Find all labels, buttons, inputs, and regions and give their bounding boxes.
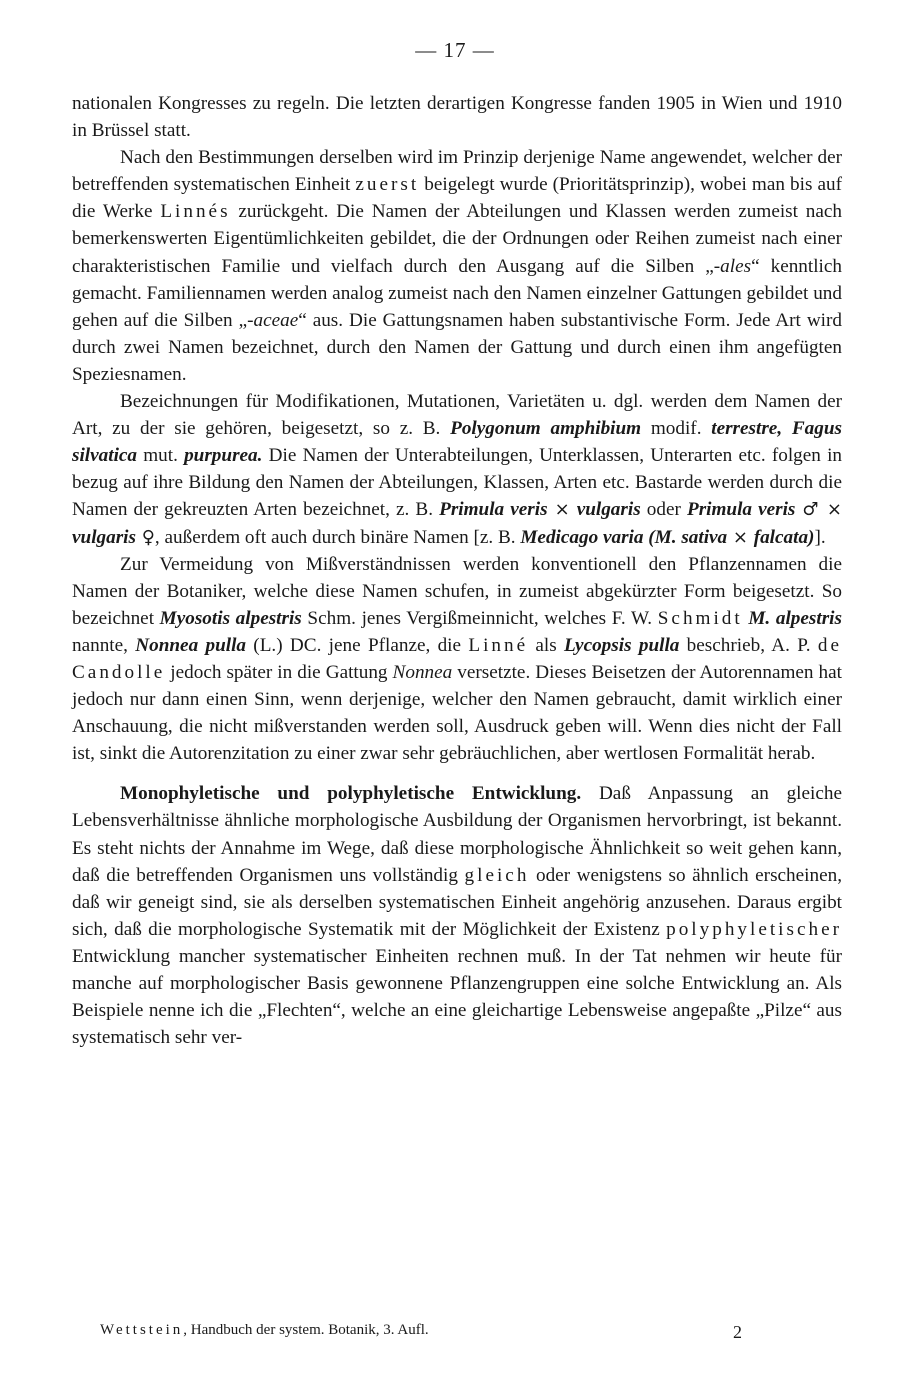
- paragraph-nomenclature-rules: [72, 144, 842, 388]
- text-run: oder: [640, 499, 687, 521]
- paragraph-text: nationalen Kongresses zu regeln. Die letzten derartigen Kongresse fanden 1905 in Wien und 1910 in Brüssel statt.: [72, 93, 842, 142]
- section-gap: [72, 767, 842, 780]
- species-name: Medicago varia (M. sativa: [520, 526, 728, 548]
- paragraph-phyletic-development: [72, 780, 842, 1051]
- section-heading: Monophyletische und polyphyletische Entwicklung.: [120, 783, 582, 805]
- author-name-spaced: Schmidt: [657, 607, 743, 629]
- text-run: mut.: [137, 445, 185, 467]
- text-run: (L.) DC. jene Pflanze, die: [246, 634, 469, 656]
- species-name: Nonnea pulla: [135, 634, 246, 656]
- author-name-spaced: Linné: [468, 634, 529, 656]
- text-run: jedoch später in die Gattung: [165, 661, 393, 683]
- text-run: “ kenntlich gemacht. Familiennamen werden analog zumeist nach den Namen einzelner Gattungen gebildet und gehen auf die Silben „: [72, 255, 842, 331]
- species-name: vulgaris: [72, 526, 136, 548]
- text-run: Schm. jenes Vergißmeinnicht, welches F. W.: [301, 607, 658, 629]
- text-run: nannte,: [72, 634, 136, 656]
- genus-name: Nonnea: [392, 661, 453, 683]
- page-footer: [100, 1322, 742, 1342]
- text-run: versetzte. Dieses Beisetzen der Autorennamen hat jedoch nur dann einen Sinn, wenn derjenige, welcher den Namen gebraucht, damit wirklich einer Anschauung, die nicht mißverstanden werden soll, Ausdruck geben will. Wenn dies nicht der Fall ist, sinkt die Autorenzitation zu einer zwar sehr gebräuchlichen, aber wertlosen Formalität herab.: [72, 661, 842, 765]
- text-run: ].: [814, 526, 826, 548]
- footer-citation: [100, 1322, 429, 1339]
- text-run: “ aus. Die Gattungsnamen haben substantivische Form. Jede Art wird durch zwei Namen bezeichnet, durch den Namen der Gattung und durch einen ihm angefügten Speziesnamen.: [72, 309, 842, 385]
- paragraph-continuation: [72, 90, 842, 144]
- text-run: beigelegt wurde (Prioritätsprinzip), wobei man bis auf die Werke: [72, 174, 842, 223]
- emphasis-spaced: gleich: [464, 864, 530, 886]
- female-symbol: ♀: [135, 526, 155, 548]
- paragraph-author-citation: [72, 551, 842, 768]
- text-run: oder wenigstens so ähnlich erscheinen, daß wir geneigt sind, sie als derselben systematischen Einheit angehörig anzusehen. Daraus ergibt sich, daß die morphologische Systematik mit der Möglichkeit der Existenz: [72, 864, 842, 940]
- footer-author: Wettstein: [100, 1322, 184, 1338]
- species-name: Primula veris: [439, 499, 548, 521]
- species-name: Lycopsis pulla: [564, 634, 680, 656]
- species-name: terrestre, Fagus silvatica: [72, 418, 842, 467]
- species-name: falcata): [753, 526, 815, 548]
- page-number: — 17 —: [415, 38, 495, 62]
- emphasis-spaced: polyphyletischer: [666, 918, 842, 940]
- paragraph-modifications: [72, 388, 842, 551]
- cross-symbol: ×: [547, 499, 577, 521]
- text-run: beschrieb, A. P.: [679, 634, 818, 656]
- text-run: Die Namen der Unterabteilungen, Unterklassen, Unterarten etc. folgen in bezug auf ihre Bildung den Namen der Abteilungen, Klassen, Arten etc. Bastarde werden durch die Namen der gekreuzten Arten bezeichnet, z. B.: [72, 445, 842, 521]
- species-name: M. alpestris: [748, 607, 842, 629]
- species-name: purpurea.: [184, 445, 263, 467]
- text-run: , außerdem oft auch durch binäre Namen [z. B.: [154, 526, 521, 548]
- footer-book-title: , Handbuch der system. Botanik, 3. Aufl.: [183, 1322, 429, 1338]
- author-name-spaced: Linnés: [160, 201, 231, 223]
- species-name: Myosotis alpestris: [159, 607, 302, 629]
- text-run: modif.: [641, 418, 712, 440]
- text-run: Entwicklung mancher systematischer Einheiten rechnen muß. In der Tat nehmen wir heute für manche auf morphologischer Basis gewonnene Pflanzengruppen eine solche Entwicklung an. Als Beispiele nenne ich die „Flechten“, welche an eine gleichartige Lebensweise angepaßte „Pilze“ aus systematisch sehr ver-: [72, 945, 842, 1049]
- suffix-italic: -aceae: [247, 309, 299, 331]
- emphasis-spaced: zuerst: [355, 174, 420, 196]
- text-run: Nach den Bestimmungen derselben wird im Prinzip derjenige Name angewendet, welcher der betreffenden systematischen Einheit: [72, 147, 842, 196]
- text-run: Daß Anpassung an gleiche Lebensverhältnisse ähnliche morphologische Ausbildung der Organismen hervorbringt, ist bekannt. Es steht nichts der Annahme im Wege, daß diese morphologische Ähnlichkeit so weit gehen kann, daß die betreffenden Organismen uns vollständig: [72, 783, 842, 886]
- text-run: Zur Vermeidung von Mißverständnissen werden konventionell den Pflanzennamen die Namen der Botaniker, welche diese Namen schufen, in zumeist abgekürzter Form beigesetzt. So bezeichnet: [72, 553, 842, 629]
- species-name: Primula veris: [686, 499, 796, 521]
- body-text: [72, 90, 842, 1051]
- cross-symbol: ×: [826, 499, 842, 521]
- species-name: Polygonum amphibium: [450, 418, 642, 440]
- male-symbol: ♂: [795, 499, 827, 521]
- suffix-italic: -ales: [713, 255, 752, 277]
- cross-symbol: ×: [727, 526, 754, 548]
- author-name-spaced: de Candolle: [72, 634, 842, 683]
- sheet-number: 2: [733, 1322, 742, 1342]
- text-run: zurückgeht. Die Namen der Abteilungen und Klassen werden zumeist nach bemerkenswerten Eigentümlichkeiten gebildet, die der Ordnungen oder Reihen zumeist nach einer charakteristischen Familie und vielfach durch den Ausgang auf die Silben „: [72, 201, 842, 277]
- text-run: als: [528, 634, 565, 656]
- text-run: Bezeichnungen für Modifikationen, Mutationen, Varietäten u. dgl. werden dem Namen der Art, zu der sie gehören, beigesetzt, so z. B.: [72, 391, 842, 440]
- species-name: vulgaris: [576, 499, 641, 521]
